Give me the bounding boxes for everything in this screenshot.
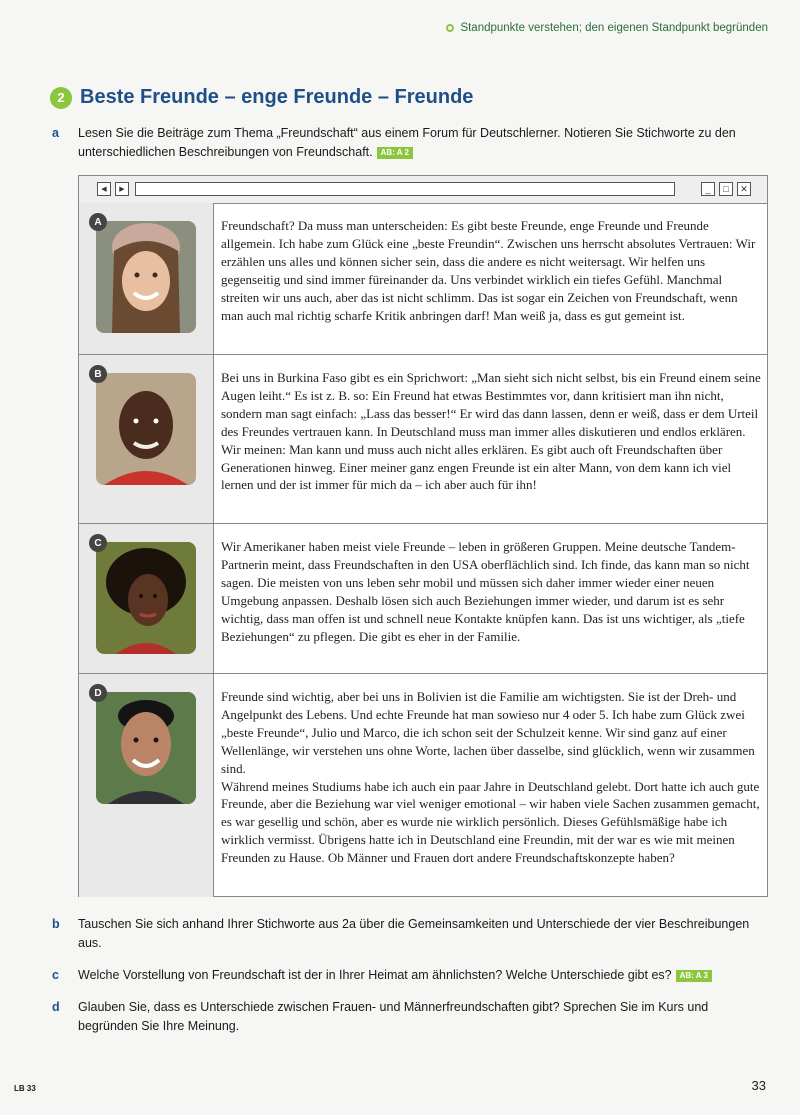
- photo-column: [79, 203, 214, 354]
- avatar-photo: [96, 221, 196, 333]
- task-d-text: Glauben Sie, dass es Unterschiede zwischen Frauen- und Männerfreundschaften gibt? Sprechen Sie im Kurs und begründen Sie Ihre Meinung.: [78, 1000, 709, 1033]
- post-marker: B: [89, 365, 107, 383]
- forum-window: [78, 175, 768, 897]
- bullet-icon: [446, 24, 454, 32]
- task-c: [52, 966, 752, 985]
- minimize-button[interactable]: _: [701, 182, 715, 196]
- forward-button[interactable]: ▶: [115, 182, 129, 196]
- post-text: [221, 217, 761, 324]
- avatar-photo: [96, 542, 196, 654]
- task-letter: c: [52, 968, 59, 982]
- footer-label: LB 33: [14, 1084, 36, 1093]
- task-letter: a: [52, 126, 59, 140]
- task-letter: b: [52, 917, 60, 931]
- forum-post: [79, 524, 767, 674]
- workbook-badge: AB: A 2: [377, 147, 413, 159]
- post-marker: D: [89, 684, 107, 702]
- task-b-text: Tauschen Sie sich anhand Ihrer Stichworte aus 2a über die Gemeinsamkeiten und Unterschiede der vier Beschreibungen aus.: [78, 917, 750, 950]
- close-button[interactable]: ✕: [737, 182, 751, 196]
- page-title: Beste Freunde – enge Freunde – Freunde: [80, 86, 474, 108]
- post-paragraph: Freundschaft? Da muss man unterscheiden: Es gibt beste Freunde, enge Freunde und Freunde allgemein. Ich habe zum Glück eine „beste Freundin“. Zwischen uns herrscht absolutes Vertrauen: Wir erzählen uns alles und können sicher sein, dass die andere es nicht weitersagt. Wir helfen uns gegenseitig und sind immer füreinander da. Uns verbindet wirklich ein tiefes Gefühl. Manchmal streiten wir uns auch, aber das ist nicht schlimm. Das ist sogar ein Zeichen von Freundschaft, wenn man auch mal richtig scharfe Kritik anbringen darf! Man weiß ja, dass es gut gemeint ist.: [221, 218, 756, 323]
- maximize-button[interactable]: □: [719, 182, 733, 196]
- topic-text: Standpunkte verstehen; den eigenen Standpunkt begründen: [460, 22, 768, 34]
- post-paragraph: Freunde sind wichtig, aber bei uns in Bolivien ist die Familie am wichtigsten. Sie ist der Dreh- und Angelpunkt des Lebens. Und echte Freunde hat man sowieso nur 4 oder 5. Ich habe zum Glück zwei „beste Freunde“, Julio und Marco, die ich schon seit der Schulzeit kenne. Wir sind ganz auf einer Wellenlänge, wir verstehen uns ohne Worte, lachen über dasselbe, sind glücklich, wenn wir zusammen sind.: [221, 689, 755, 776]
- browser-toolbar: [79, 176, 767, 204]
- post-paragraph: Bei uns in Burkina Faso gibt es ein Sprichwort: „Man sieht sich nicht selbst, bis ein Freund einem seine Augen leiht.“ Es ist z. B. so: Ein Freund hat etwas Bestimmtes vor, dann kritisiert man ihn nicht, sondern man sagt einfach: „Lass das besser!“ Er wird das dann lassen, denn er weiß, dass er dem Urteil des Freundes vertrauen kann. In Deutschland muss man immer alles diskutieren und endlos erklären. Wir meinen: Man kann und muss auch nicht alles erklären. Es gibt auch oft Freundschaften über Generationen hinweg. Einer meiner ganz engen Freunde ist ein alter Mann, von dem kann ich viel lernen und der ist immer für mich da – ich aber auch für ihn!: [221, 370, 761, 493]
- address-bar[interactable]: [135, 182, 675, 196]
- post-text: [221, 688, 761, 867]
- photo-column: [79, 524, 214, 673]
- post-paragraph: Wir Amerikaner haben meist viele Freunde – leben in größeren Gruppen. Meine deutsche Tandem-Partnerin meint, dass Freundschaften in den USA oberflächlich sind. Ich finde, das kann man so nicht sagen. Die meisten von uns leben sehr mobil und müssen sich daher immer wieder einer neuen Umgebung anpassen. Deshalb lösen sich auch Beziehungen immer wieder, und darum ist es sehr wichtig, dass man offen ist und schnell neue Kontakte knüpfen kann. Das ist uns wichtiger, als „tiefe Beziehungen“ zu pflegen. Die gibt es eher in der Familie.: [221, 539, 750, 644]
- photo-column: [79, 674, 214, 897]
- photo-column: [79, 355, 214, 523]
- forum-post: [79, 203, 767, 355]
- task-d: [52, 998, 752, 1036]
- post-paragraph: Während meines Studiums habe ich auch ein paar Jahre in Deutschland gelebt. Dort hatte ich auch gute Freunde, aber die Beziehung war viel weniger emotional – wir haben viele Sachen zusammen gemacht, es war gesellig und schön, aber es wurde nie wirklich persönlich. Dieses Gefühlsmäßige habe ich wirklich vermisst. Übrigens hatte ich in Deutschland eine Freundin, mit der war es wie mit meinen Freunden zu Hause. Ob Männer und Frauen dort andere Freundschaftskonzepte haben?: [221, 778, 760, 866]
- task-a-text: Lesen Sie die Beiträge zum Thema „Freundschaft“ aus einem Forum für Deutschlerner. Notieren Sie Stichworte zu den unterschiedlichen Beschreibungen von Freundschaft.: [78, 126, 736, 159]
- avatar-photo: [96, 692, 196, 804]
- task-c-body: [78, 966, 712, 985]
- forum-post: [79, 674, 767, 897]
- task-a-body: [78, 124, 752, 162]
- section-number: 2: [50, 87, 72, 109]
- post-marker: C: [89, 534, 107, 552]
- forum-post: [79, 355, 767, 524]
- back-button[interactable]: ◀: [97, 182, 111, 196]
- topic-line: [446, 22, 768, 34]
- section-heading: [50, 86, 473, 109]
- workbook-badge: AB: A 3: [676, 970, 712, 982]
- page-number: 33: [751, 1078, 766, 1093]
- task-a: [52, 124, 752, 162]
- post-text: [221, 538, 761, 645]
- avatar-photo: [96, 373, 196, 485]
- post-text: [221, 369, 761, 494]
- post-marker: A: [89, 213, 107, 231]
- task-c-text: Welche Vorstellung von Freundschaft ist der in Ihrer Heimat am ähnlichsten? Welche Unterschiede gibt es?: [78, 968, 672, 982]
- task-letter: d: [52, 1000, 60, 1014]
- task-b: [52, 915, 752, 953]
